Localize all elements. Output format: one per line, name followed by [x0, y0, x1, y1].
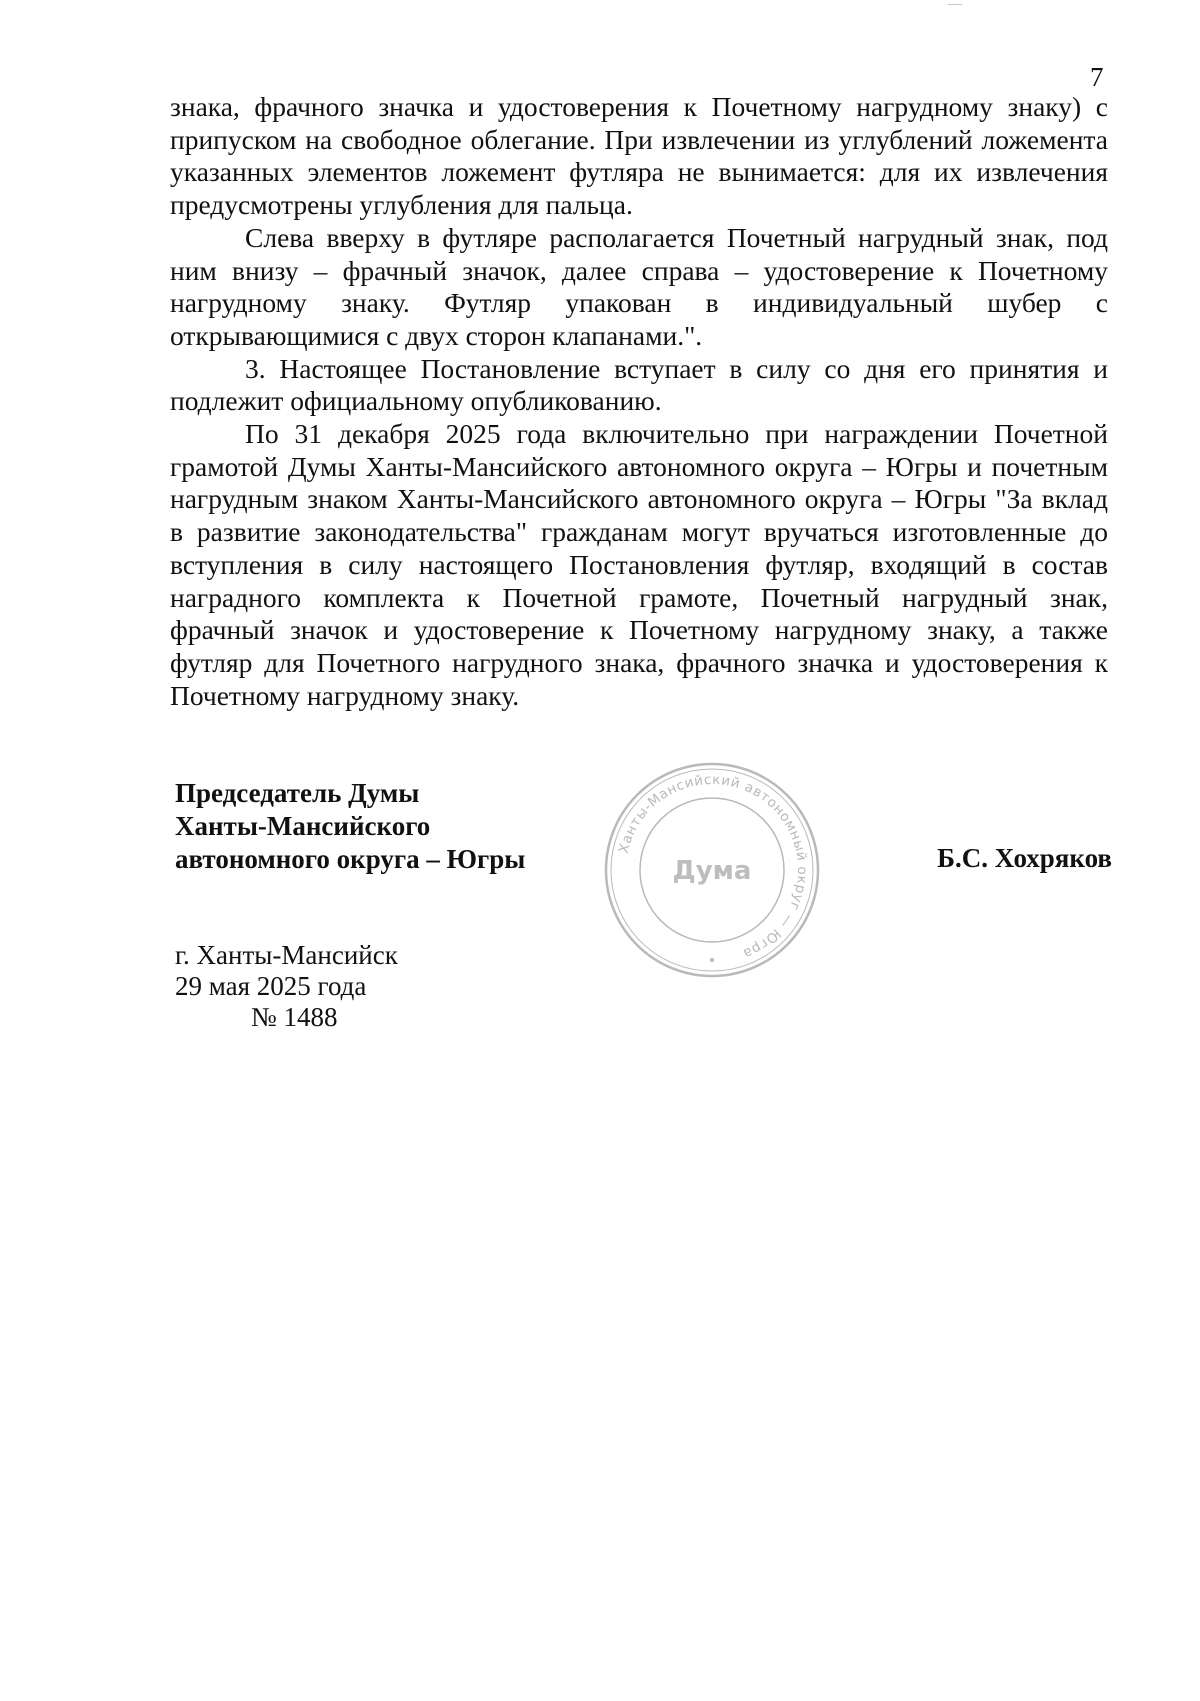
- signatory-name: Б.С. Хохряков: [937, 843, 1112, 873]
- place-and-date: [175, 940, 398, 1033]
- issue-date: 29 мая 2025 года: [175, 971, 367, 1001]
- seal-ring-text: Ханты-Мансийский автономный округ — Югра: [615, 771, 811, 962]
- paragraph-case-layout: Слева вверху в футляре располагается Почетный нагрудный знак, под ним внизу – фрачный значок, далее справа – удостоверение к Почетному нагрудному знаку. Футляр упакован в индивидуальный шубер с открывающимися с двух сторон клапанами.".: [170, 221, 1108, 351]
- scan-edge-mark: [948, 4, 962, 5]
- page-number: 7: [1090, 62, 1104, 92]
- document-number: № 1488: [251, 1002, 338, 1032]
- seal-center-text: Дума: [672, 856, 752, 886]
- paragraph-entry-into-force: 3. Настоящее Постановление вступает в силу со дня его принятия и подлежит официальному опубликованию.: [170, 352, 1108, 417]
- paragraph-transition-provision: По 31 декабря 2025 года включительно при награждении Почетной грамотой Думы Ханты-Мансийского автономного округа – Югры и почетным нагрудным знаком Ханты-Мансийского автономного округа – Югры "За вклад в развитие законодательства" гражданам могут вручаться изготовленные до вступления в силу настоящего Постановления футляр, входящий в состав наградного комплекта к Почетной грамоте, Почетный нагрудный знак, фрачный значок и удостоверение к Почетному нагрудному знаку, а также футляр для Почетного нагрудного знака, фрачного значка и удостоверения к Почетному нагрудному знаку.: [170, 418, 1108, 711]
- signatory-title: [175, 777, 525, 876]
- signatory-title-line: Председатель Думы: [175, 778, 420, 808]
- official-seal-stamp: [602, 760, 822, 980]
- signatory-title-line: Ханты-Мансийского: [175, 811, 431, 841]
- document-body: [170, 91, 1108, 712]
- paragraph-case-continuation: знака, фрачного значка и удостоверения к Почетному нагрудному знаку) с припуском на свободное облегание. При извлечении из углублений ложемента указанных элементов ложемент футляра не вынимается: для их извлечения предусмотрены углубления для пальца.: [170, 91, 1108, 221]
- issuing-city: г. Ханты-Мансийск: [175, 940, 398, 970]
- signatory-title-line: автономного округа – Югры: [175, 844, 526, 874]
